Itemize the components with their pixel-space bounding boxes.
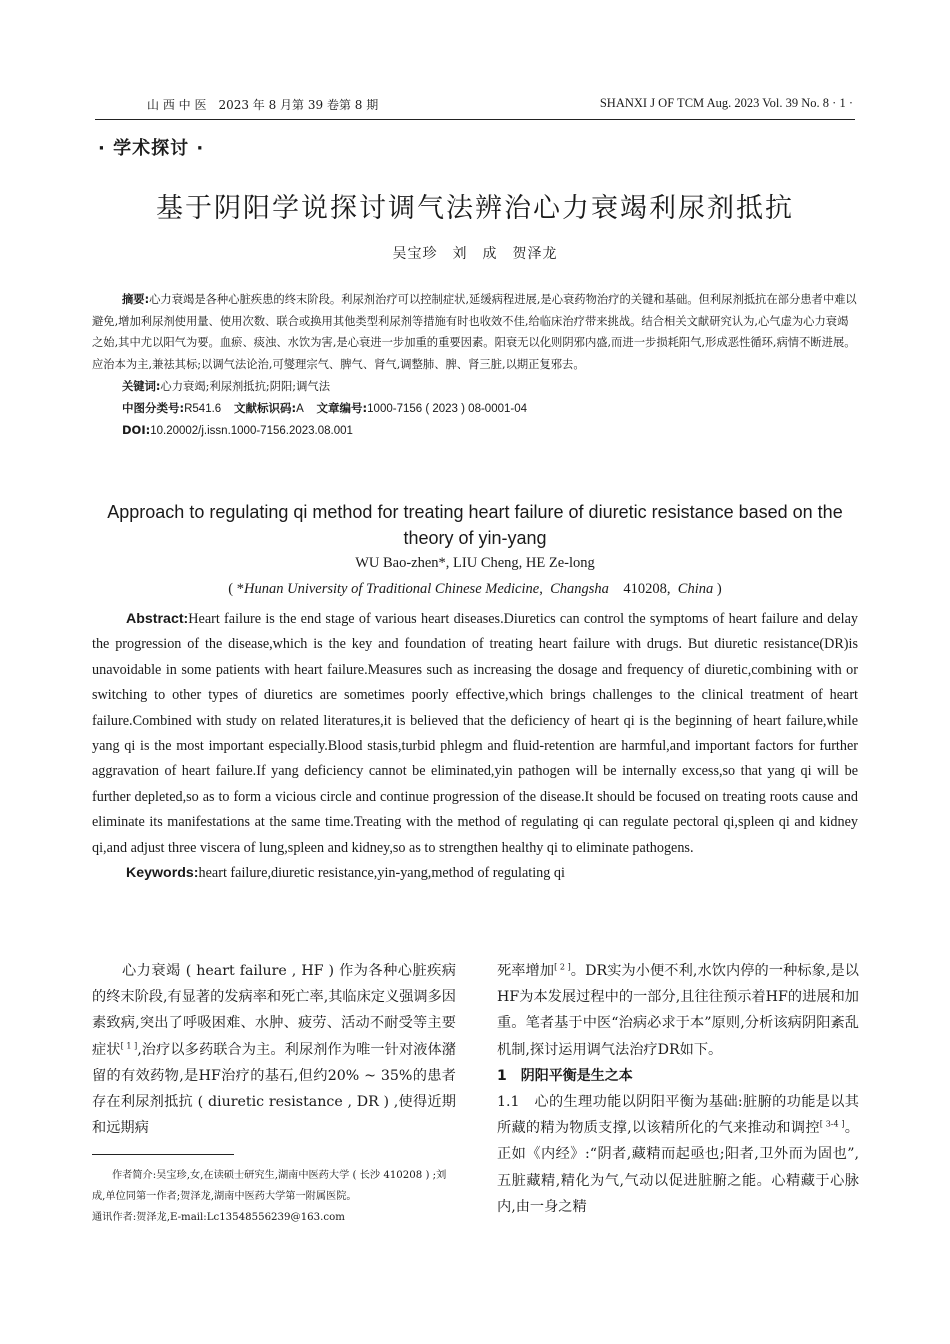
body-paragraph-2 [497, 958, 859, 1063]
author-bio: 作者简介:吴宝珍,女,在读硕士研究生,湖南中医药大学 ( 长沙 410208 ) ;刘成,单位同第一作者;贺泽龙,湖南中医药大学第一附属医院。 [92, 1170, 447, 1202]
aff-zip: 410208 [623, 581, 667, 597]
doi-line [92, 420, 858, 443]
authors-cn: 吴宝珍 刘 成 贺泽龙 [392, 246, 558, 262]
body-p2-text-a: 死率增加 [497, 963, 555, 979]
classification-line [92, 398, 858, 421]
header-journal-cn: 山 西 中 医 2023 年 8 月第 39 卷第 8 期 [147, 98, 379, 112]
body-p3-text-b: 。正如《内经》:“阴者,藏精而起亟也;阳者,卫外而为固也”,五脏藏精,精化为气,气动以促进脏腑之能。心精藏于心脉内,由一身之精 [497, 1120, 859, 1215]
body-p2-text-b: 。DR实为小便不利,水饮内停的一种标象,是以HF为本发展过程中的一部分,且往往预示着HF的进展和加重。笔者基于中医“治病必求于本”原则,分析该病阴阳紊乱机制,探讨运用调气法治疗DR如下。 [497, 963, 859, 1058]
keywords-en [92, 861, 858, 886]
article-title-cn: 基于阴阳学说探讨调气法辨治心力衰竭利尿剂抵抗 [156, 193, 794, 224]
doi-value: 10.20002/j.issn.1000-7156.2023.08.001 [150, 425, 353, 438]
doc-code-value: A [296, 402, 304, 415]
body-paragraph-3 [497, 1089, 859, 1220]
corresponding-author-text: 通讯作者:贺泽龙,E-mail:Lc13548556239@163.com [92, 1212, 345, 1223]
citation-1: [ 1 ] [120, 1040, 138, 1050]
aff-institution: Hunan University of Traditional Chinese Medicine [244, 581, 540, 597]
body-p3-text-a: 1.1 心的生理功能以阴阳平衡为基础:脏腑的功能是以其所藏的精为物质支撑,以该精所化的气来推动和调控 [497, 1094, 859, 1137]
footnote-block [92, 1165, 456, 1228]
footnote-divider [92, 1154, 234, 1155]
article-no-label: 文章编号: [316, 400, 368, 415]
aff-close: ) [716, 581, 722, 597]
citation-3: [ 3-4 ] [819, 1119, 845, 1129]
clc-label: 中图分类号: [122, 400, 185, 415]
body-column-left [92, 958, 456, 1141]
abstract-en-text: Heart failure is the end stage of various heart diseases.Diuretics can control the symptoms of heart failure and delay the progression of the disease,which is the key and foundation of treating heart failure with drugs. But diuretic resistance(DR)is unavoidable in some patients with heart failure.Measures such as increasing the dosage and frequency of diuretic,combining with or switching to other types of diuretics are sometimes poorly effective,which brings challenges to the clinical treatment of heart failure.Combined with study on related literatures,it is believed that the deficiency of heart qi is the beginning of heart failure,while yang qi is the most important especially.Blood stasis,turbid phlegm and fluid-retention are harmful,and important factors for further aggravation of heart failure.If yang deficiency cannot be eliminated,yin pathogen will be internally excess,so that yang qi will be further depleted,so as to form a vicious circle and continue progression of the disease.It should be focused on treating roots cause and eliminate its manifestations at the same time.Treating with the method of regulating qi can regulate pectoral qi,spleen qi and kidney qi,and adjust three viscera of lung,spleen and kidney,so as to strengthen healthy qi to eliminate pathogens. [92, 611, 858, 856]
running-header [95, 95, 855, 120]
abstract-block-cn [92, 289, 858, 443]
doc-code-label: 文献标识码: [233, 400, 297, 415]
abstract-cn-label: 摘要: [122, 293, 150, 306]
article-no-value: 1000-7156 ( 2023 ) 08-0001-04 [367, 402, 527, 415]
keywords-en-text: heart failure,diuretic resistance,yin-yang,method of regulating qi [198, 865, 565, 882]
aff-city: Changsha [550, 581, 609, 597]
affiliation-en: ( *Hunan University of Traditional Chinese Medicine, Changsha 410208, China ) [228, 581, 722, 597]
body-p1-text-b: ,治疗以多药联合为主。利尿剂作为唯一针对液体潴留的有效药物,是HF治疗的基石,但约20% ~ 35%的患者存在利尿剂抵抗 ( diuretic resistance , DR ) ,使得近期和远期病 [92, 1041, 456, 1137]
abstract-block-en [92, 607, 858, 886]
abstract-en [92, 607, 858, 861]
keywords-en-label: Keywords: [126, 865, 199, 882]
abstract-en-label: Abstract: [126, 611, 189, 627]
body-paragraph-1 [92, 958, 456, 1141]
authors-en: WU Bao-zhen*, LIU Cheng, HE Ze-long [355, 555, 595, 571]
aff-open: ( * [228, 581, 244, 597]
abstract-cn-text: 心力衰竭是各种心脏疾患的终末阶段。利尿剂治疗可以控制症状,延缓病程进展,是心衰药物治疗的关键和基础。但利尿剂抵抗在部分患者中难以避免,增加利尿剂使用量、使用次数、联合或换用其他类型利尿剂等措施有时也收效不佳,给临床治疗带来挑战。结合相关文献研究认为,心气虚为心力衰竭之始,其中尤以阳气为要。血瘀、痰浊、水饮为害,是心衰进一步加重的重要因素。阳衰无以化则阴邪内盛,而进一步损耗阳气,形成恶性循环,病情不断进展。应治本为主,兼祛其标;以调气法论治,可燮理宗气、脾气、肾气,调整肺、脾、肾三脏,以期正复邪去。 [92, 293, 857, 372]
article-title-en: Approach to regulating qi method for treating heart failure of diuretic resistance based on the theory of yin-yang [107, 502, 843, 548]
keywords-cn-label: 关键词: [122, 379, 161, 393]
section-heading-1: 1 阴阳平衡是生之本 [497, 1067, 633, 1084]
header-journal-en: SHANXI J OF TCM Aug. 2023 Vol. 39 No. 8 · 1 · [599, 96, 853, 110]
body-column-right [497, 958, 859, 1220]
body-p1-text-a: 心力衰竭 ( heart failure , HF ) 作为各种心脏疾病的终末阶段,有显著的发病率和死亡率,其临床定义强调多因素致病,突出了呼吸困难、水肿、疲劳、活动不耐受等主要症状 [92, 963, 456, 1058]
abstract-cn [92, 289, 858, 376]
corresponding-author [92, 1207, 456, 1228]
doi-label: DOI: [122, 423, 151, 438]
citation-2: [ 2 ] [554, 962, 571, 972]
keywords-cn-text: 心力衰竭;利尿剂抵抗;阴阳;调气法 [160, 379, 330, 393]
keywords-cn [92, 376, 858, 398]
aff-country: China [677, 581, 714, 597]
section-tag: · 学术探讨 · [98, 138, 205, 159]
clc-value: R541.6 [184, 402, 222, 415]
